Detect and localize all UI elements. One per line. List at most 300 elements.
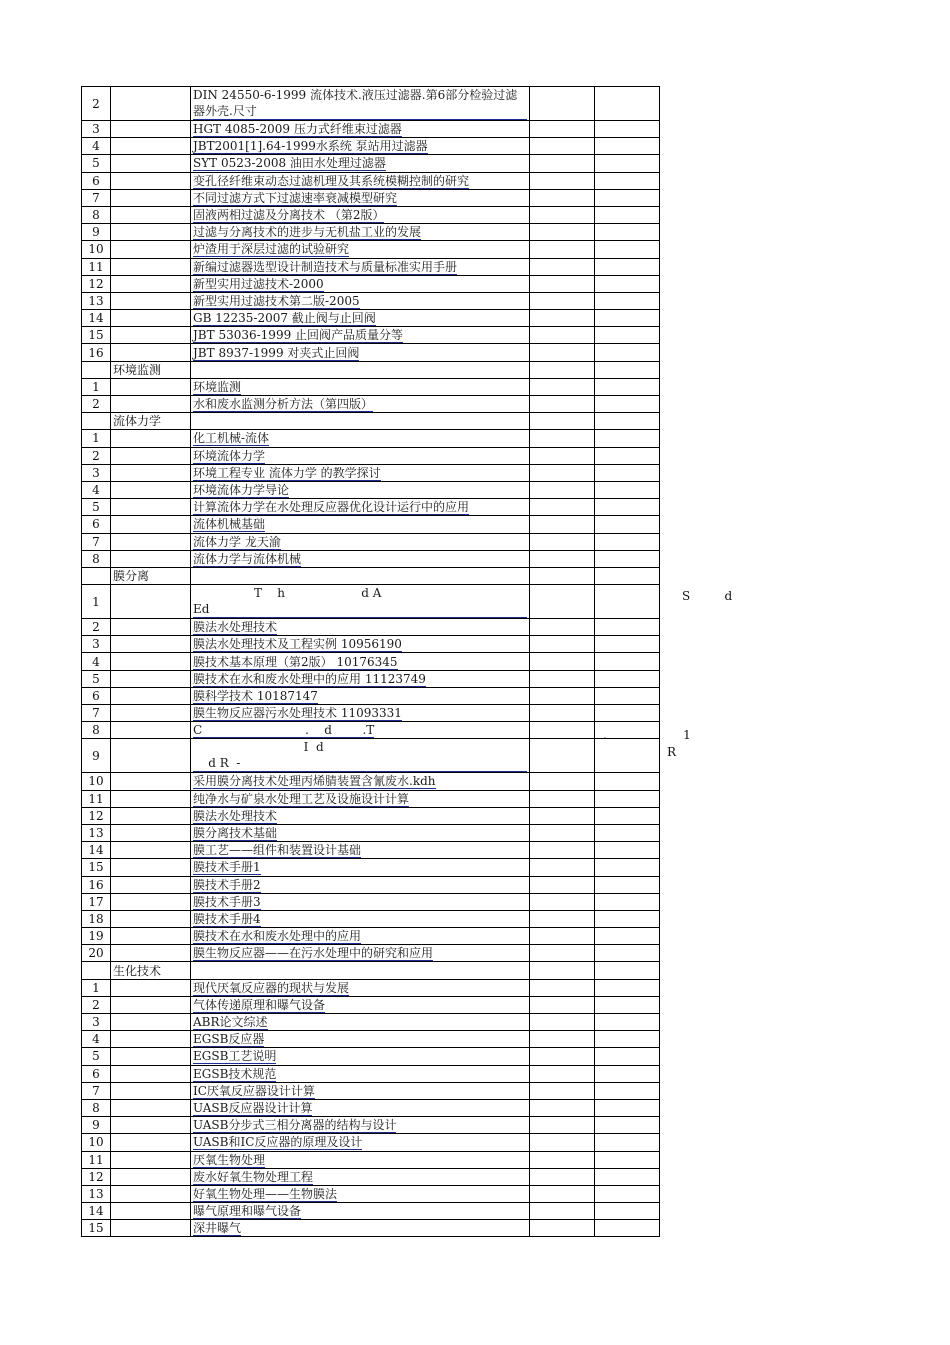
document-link[interactable]: 膜技术手册3	[193, 894, 261, 909]
table-row	[82, 155, 660, 172]
table-row	[82, 1168, 660, 1185]
empty-cell	[595, 824, 660, 841]
row-number: 7	[82, 1082, 111, 1099]
document-link[interactable]: EGSB反应器	[193, 1032, 265, 1047]
empty-cell	[530, 396, 595, 413]
document-title-cell	[191, 155, 530, 172]
table-row	[82, 687, 660, 704]
document-link[interactable]: 厌氧生物处理	[193, 1152, 266, 1167]
document-link[interactable]: DIN 24550-6-1999 流体技术.液压过滤器.第6部分检验过滤器外壳.尺寸	[193, 87, 527, 120]
table-row	[82, 464, 660, 481]
empty-cell	[530, 1065, 595, 1082]
empty-cell	[595, 962, 660, 979]
empty-cell	[595, 499, 660, 516]
category-row	[82, 567, 660, 584]
empty-cell	[595, 87, 660, 121]
empty-cell	[595, 1014, 660, 1031]
table-row	[82, 876, 660, 893]
empty-cell	[111, 447, 191, 464]
empty-cell	[595, 567, 660, 584]
document-title-cell	[191, 1065, 530, 1082]
empty-cell	[595, 928, 660, 945]
document-title-cell	[191, 653, 530, 670]
document-title-cell	[191, 447, 530, 464]
document-link[interactable]: 膜法水处理技术	[193, 620, 278, 635]
row-number: 9	[82, 224, 111, 241]
empty-cell	[530, 687, 595, 704]
document-link[interactable]: I d d R -	[193, 739, 527, 772]
empty-cell	[595, 344, 660, 361]
empty-cell	[530, 499, 595, 516]
empty-cell	[530, 670, 595, 687]
empty-cell	[530, 653, 595, 670]
empty-cell	[530, 1082, 595, 1099]
row-number: 14	[82, 310, 111, 327]
table-row	[82, 619, 660, 636]
row-number: 20	[82, 945, 111, 962]
document-link[interactable]: 膜技术手册1	[193, 860, 261, 875]
empty-cell	[595, 687, 660, 704]
empty-cell	[111, 310, 191, 327]
row-number: 6	[82, 172, 111, 189]
document-title-cell	[191, 739, 530, 773]
document-link[interactable]: 膜技术在水和废水处理中的应用 11123749	[193, 671, 426, 686]
document-link[interactable]: 膜技术在水和废水处理中的应用	[193, 929, 362, 944]
empty-cell	[595, 189, 660, 206]
document-link[interactable]: 流体力学 龙天渝	[193, 534, 281, 549]
document-link[interactable]: 膜法水处理技术	[193, 808, 278, 823]
empty-cell	[530, 876, 595, 893]
row-number: 8	[82, 722, 111, 739]
document-link[interactable]: 膜生物反应器污水处理技术 11093331	[193, 706, 402, 721]
document-link[interactable]: EGSB工艺说明	[193, 1049, 277, 1064]
empty-cell	[111, 481, 191, 498]
table-row	[82, 224, 660, 241]
empty-cell	[111, 636, 191, 653]
row-number: 8	[82, 206, 111, 223]
empty-cell	[530, 859, 595, 876]
empty-cell	[111, 979, 191, 996]
document-title-cell	[191, 396, 530, 413]
empty-cell	[530, 550, 595, 567]
table-row	[82, 344, 660, 361]
empty-cell	[111, 893, 191, 910]
document-title-cell	[191, 773, 530, 790]
empty-cell	[530, 739, 595, 773]
document-link[interactable]: 膜科学技术 10187147	[193, 688, 318, 703]
document-link[interactable]: 水和废水监测分析方法（第四版）	[193, 397, 374, 412]
table-row	[82, 447, 660, 464]
row-number: 11	[82, 1151, 111, 1168]
document-link[interactable]: 膜生物反应器——在污水处理中的研究和应用	[193, 946, 434, 961]
document-link[interactable]: 环境工程专业 流体力学 的教学探讨	[193, 465, 381, 480]
empty-cell	[530, 121, 595, 138]
empty-cell	[530, 413, 595, 430]
document-link[interactable]: SYT 0523-2008 油田水处理过滤器	[193, 156, 386, 171]
empty-cell	[595, 1065, 660, 1082]
table-row	[82, 636, 660, 653]
document-title-cell	[191, 585, 530, 619]
document-link[interactable]: 变孔径纤维束动态过滤机理及其系统模糊控制的研究	[193, 173, 470, 188]
empty-cell	[595, 739, 660, 773]
row-number: 6	[82, 687, 111, 704]
empty-cell	[111, 1048, 191, 1065]
table-row	[82, 739, 660, 773]
empty-cell	[530, 87, 595, 121]
empty-cell	[111, 87, 191, 121]
empty-cell	[530, 910, 595, 927]
empty-cell	[111, 1099, 191, 1116]
category-label: 环境监测	[111, 361, 191, 378]
table-row	[82, 275, 660, 292]
empty-cell	[530, 533, 595, 550]
row-number: 4	[82, 481, 111, 498]
document-title-cell	[191, 996, 530, 1013]
table-row	[82, 910, 660, 927]
empty-cell	[530, 1048, 595, 1065]
empty-cell	[530, 430, 595, 447]
overflow-text-r: R	[667, 745, 677, 759]
empty-cell	[530, 241, 595, 258]
empty-cell	[111, 807, 191, 824]
empty-cell	[111, 121, 191, 138]
document-link[interactable]: 膜技术手册2	[193, 877, 261, 892]
category-label: 膜分离	[111, 567, 191, 584]
row-number: 7	[82, 189, 111, 206]
empty-cell	[595, 396, 660, 413]
document-title-cell	[191, 1203, 530, 1220]
document-link[interactable]: EGSB技术规范	[193, 1066, 277, 1081]
document-link[interactable]: UASB反应器设计计算	[193, 1101, 313, 1116]
table-row	[82, 1099, 660, 1116]
document-title-cell	[191, 516, 530, 533]
empty-cell	[111, 275, 191, 292]
document-link[interactable]: 化工机械-流体	[193, 431, 270, 446]
empty-cell	[595, 1203, 660, 1220]
document-link[interactable]: 流体力学与流体机械	[193, 551, 302, 566]
document-link[interactable]: JBT 8937-1999 对夹式止回阀	[193, 345, 360, 360]
table-row	[82, 1014, 660, 1031]
table-row	[82, 550, 660, 567]
document-link[interactable]: 不同过滤方式下过滤速率衰减模型研究	[193, 190, 398, 205]
empty-cell	[595, 121, 660, 138]
document-link[interactable]: 气体传递原理和曝气设备	[193, 997, 326, 1012]
empty-cell	[111, 945, 191, 962]
row-number: 13	[82, 292, 111, 309]
document-title-cell	[191, 928, 530, 945]
table-row	[82, 1065, 660, 1082]
empty-cell	[595, 550, 660, 567]
empty-cell	[530, 1220, 595, 1237]
empty-cell	[111, 1220, 191, 1237]
row-number: 7	[82, 533, 111, 550]
row-number: 7	[82, 705, 111, 722]
document-title-cell	[191, 1185, 530, 1202]
empty-cell	[530, 1014, 595, 1031]
category-row	[82, 962, 660, 979]
document-link[interactable]: 固液两相过滤及分离技术 （第2版）	[193, 208, 385, 223]
document-title-cell	[191, 1134, 530, 1151]
row-number: 6	[82, 1065, 111, 1082]
empty-cell	[111, 1203, 191, 1220]
empty-cell	[595, 447, 660, 464]
document-title-cell	[191, 430, 530, 447]
empty-cell	[530, 945, 595, 962]
table-row	[82, 189, 660, 206]
document-link[interactable]: UASB和IC反应器的原理及设计	[193, 1135, 363, 1150]
document-link[interactable]: 膜技术手册4	[193, 911, 261, 926]
empty-cell	[111, 292, 191, 309]
document-link[interactable]: UASB分步式三相分离器的结构与设计	[193, 1118, 397, 1133]
empty-cell	[530, 138, 595, 155]
table-row	[82, 1031, 660, 1048]
document-title-cell	[191, 121, 530, 138]
document-title-cell	[191, 979, 530, 996]
table-row	[82, 773, 660, 790]
table-row	[82, 1220, 660, 1237]
empty-cell	[595, 464, 660, 481]
table-row	[82, 996, 660, 1013]
document-link[interactable]: 计算流体力学在水处理反应器优化设计运行中的应用	[193, 500, 470, 515]
document-title-cell	[191, 687, 530, 704]
empty-cell	[111, 1151, 191, 1168]
empty-cell	[111, 876, 191, 893]
document-title-cell	[191, 1031, 530, 1048]
empty-cell	[595, 258, 660, 275]
row-number: 3	[82, 121, 111, 138]
empty-cell	[595, 653, 660, 670]
document-link[interactable]: 环境流体力学	[193, 448, 266, 463]
row-number: 15	[82, 1220, 111, 1237]
document-link[interactable]: ABR论文综述	[193, 1015, 268, 1030]
document-title-cell	[191, 859, 530, 876]
row-number: 18	[82, 910, 111, 927]
empty-cell	[111, 155, 191, 172]
document-link[interactable]: 采用膜分离技术处理丙烯腈装置含氰废水.kdh	[193, 774, 436, 789]
document-link[interactable]: 废水好氧生物处理工程	[193, 1169, 314, 1184]
document-title-cell	[191, 670, 530, 687]
empty-cell	[530, 189, 595, 206]
empty-cell	[111, 773, 191, 790]
empty-cell	[111, 550, 191, 567]
table-row	[82, 1203, 660, 1220]
row-number: 11	[82, 790, 111, 807]
empty-cell	[111, 859, 191, 876]
document-link[interactable]: 流体机械基础	[193, 517, 266, 532]
empty-cell	[595, 533, 660, 550]
empty-cell	[530, 1031, 595, 1048]
document-table	[81, 86, 660, 1237]
empty-cell	[111, 241, 191, 258]
empty-cell	[530, 516, 595, 533]
document-title-cell	[191, 224, 530, 241]
row-number: 19	[82, 928, 111, 945]
document-link[interactable]: 纯净水与矿泉水处理工艺及设施设计计算	[193, 791, 410, 806]
table-row	[82, 327, 660, 344]
empty-cell	[595, 1082, 660, 1099]
empty-cell	[111, 705, 191, 722]
document-title-cell	[191, 1082, 530, 1099]
document-title-cell	[191, 241, 530, 258]
document-link[interactable]: JBT 53036-1999 止回阀产品质量分等	[193, 328, 404, 343]
empty-cell	[530, 996, 595, 1013]
document-title-cell	[191, 705, 530, 722]
table-row	[82, 1185, 660, 1202]
document-link[interactable]: 膜工艺——组件和装置设计基础	[193, 843, 362, 858]
document-link[interactable]: T h d A Ed	[193, 585, 527, 618]
document-link[interactable]: 现代厌氧反应器的现状与发展	[193, 980, 350, 995]
empty-cell	[595, 705, 660, 722]
table-row	[82, 292, 660, 309]
empty-cell	[530, 979, 595, 996]
document-title-cell	[191, 1014, 530, 1031]
table-row	[82, 945, 660, 962]
document-link[interactable]: 新编过滤器选型设计制造技术与质量标准实用手册	[193, 259, 458, 274]
row-number: 1	[82, 979, 111, 996]
empty-cell	[530, 275, 595, 292]
document-title-cell	[191, 378, 530, 395]
document-link[interactable]: 炉渣用于深层过滤的试验研究	[193, 242, 350, 257]
empty-cell	[595, 481, 660, 498]
empty-cell	[111, 396, 191, 413]
table-row	[82, 241, 660, 258]
empty-cell	[530, 636, 595, 653]
row-number: 8	[82, 1099, 111, 1116]
empty-cell	[111, 1014, 191, 1031]
row-number: 3	[82, 636, 111, 653]
category-label: 流体力学	[111, 413, 191, 430]
empty-cell	[595, 979, 660, 996]
empty-cell	[530, 206, 595, 223]
document-link[interactable]: 膜法水处理技术及工程实例 10956190	[193, 637, 402, 652]
row-number: 17	[82, 893, 111, 910]
document-link[interactable]: 新型实用过滤技术第二版-2005	[193, 293, 360, 308]
empty-cell	[595, 292, 660, 309]
empty-cell	[595, 585, 660, 619]
empty-cell	[530, 310, 595, 327]
empty-cell	[111, 327, 191, 344]
document-link[interactable]: 环境流体力学导论	[193, 483, 290, 498]
empty-cell	[530, 172, 595, 189]
document-title-cell	[191, 893, 530, 910]
table-row	[82, 430, 660, 447]
empty-cell	[595, 670, 660, 687]
row-number: 1	[82, 378, 111, 395]
table-row	[82, 121, 660, 138]
document-title-cell	[191, 206, 530, 223]
empty-cell	[111, 430, 191, 447]
document-title-cell	[191, 824, 530, 841]
empty-cell	[111, 172, 191, 189]
empty-cell	[595, 893, 660, 910]
empty-cell	[595, 361, 660, 378]
category-row	[82, 361, 660, 378]
empty-cell	[595, 206, 660, 223]
document-title-cell	[191, 722, 530, 739]
empty-cell	[530, 1168, 595, 1185]
empty-cell	[595, 1134, 660, 1151]
empty-cell	[530, 1099, 595, 1116]
row-number: 5	[82, 1048, 111, 1065]
document-link[interactable]: C . d .T	[193, 723, 375, 738]
empty-cell	[595, 1099, 660, 1116]
empty-cell	[595, 241, 660, 258]
table-row	[82, 893, 660, 910]
row-number: 12	[82, 275, 111, 292]
empty-cell	[111, 910, 191, 927]
document-link[interactable]: IC厌氧反应器设计计算	[193, 1083, 315, 1098]
row-number: 4	[82, 1031, 111, 1048]
empty-cell	[595, 275, 660, 292]
document-link[interactable]: 膜分离技术基础	[193, 826, 278, 841]
empty-cell	[111, 138, 191, 155]
row-number: 15	[82, 859, 111, 876]
empty-cell	[595, 807, 660, 824]
row-number: 15	[82, 327, 111, 344]
table-row	[82, 824, 660, 841]
table-row	[82, 1048, 660, 1065]
empty-cell	[530, 705, 595, 722]
empty-cell	[595, 413, 660, 430]
empty-cell	[530, 1185, 595, 1202]
empty-cell	[111, 996, 191, 1013]
empty-cell	[111, 824, 191, 841]
empty-cell	[530, 619, 595, 636]
table-row	[82, 138, 660, 155]
document-link[interactable]: 新型实用过滤技术-2000	[193, 276, 324, 291]
document-link[interactable]: HGT 4085-2009 压力式纤维束过滤器	[193, 122, 402, 137]
empty-cell	[595, 327, 660, 344]
document-link[interactable]: 膜技术基本原理（第2版） 10176345	[193, 654, 398, 669]
document-link[interactable]: 环境监测	[193, 379, 242, 394]
empty-cell	[111, 585, 191, 619]
document-title-cell	[191, 1099, 530, 1116]
document-link[interactable]: 深井曝气	[193, 1221, 242, 1236]
row-number: 12	[82, 807, 111, 824]
document-link[interactable]: GB 12235-2007 截止阀与止回阀	[193, 311, 376, 326]
empty-cell	[111, 258, 191, 275]
row-number: 16	[82, 344, 111, 361]
document-title-cell	[191, 292, 530, 309]
empty-cell	[530, 155, 595, 172]
empty-cell	[530, 464, 595, 481]
empty-cell	[595, 996, 660, 1013]
table-row	[82, 499, 660, 516]
table-row	[82, 807, 660, 824]
document-link[interactable]: 过滤与分离技术的进步与无机盐工业的发展	[193, 225, 422, 240]
row-number: 10	[82, 773, 111, 790]
table-row	[82, 979, 660, 996]
empty-cell	[111, 533, 191, 550]
empty-cell	[191, 361, 530, 378]
document-title-cell	[191, 1168, 530, 1185]
row-number: 10	[82, 1134, 111, 1151]
empty-cell	[530, 1134, 595, 1151]
table-row	[82, 585, 660, 619]
document-link[interactable]: 好氧生物处理——生物膜法	[193, 1186, 338, 1201]
table-row	[82, 533, 660, 550]
empty-cell	[530, 722, 595, 739]
table-row	[82, 928, 660, 945]
empty-cell	[595, 224, 660, 241]
document-title-cell	[191, 1048, 530, 1065]
document-link[interactable]: JBT2001[1].64-1999水系统 泵站用过滤器	[193, 139, 428, 154]
document-title-cell	[191, 258, 530, 275]
empty-cell	[111, 1082, 191, 1099]
empty-cell	[530, 962, 595, 979]
document-link[interactable]: 曝气原理和曝气设备	[193, 1204, 302, 1219]
empty-cell	[191, 413, 530, 430]
